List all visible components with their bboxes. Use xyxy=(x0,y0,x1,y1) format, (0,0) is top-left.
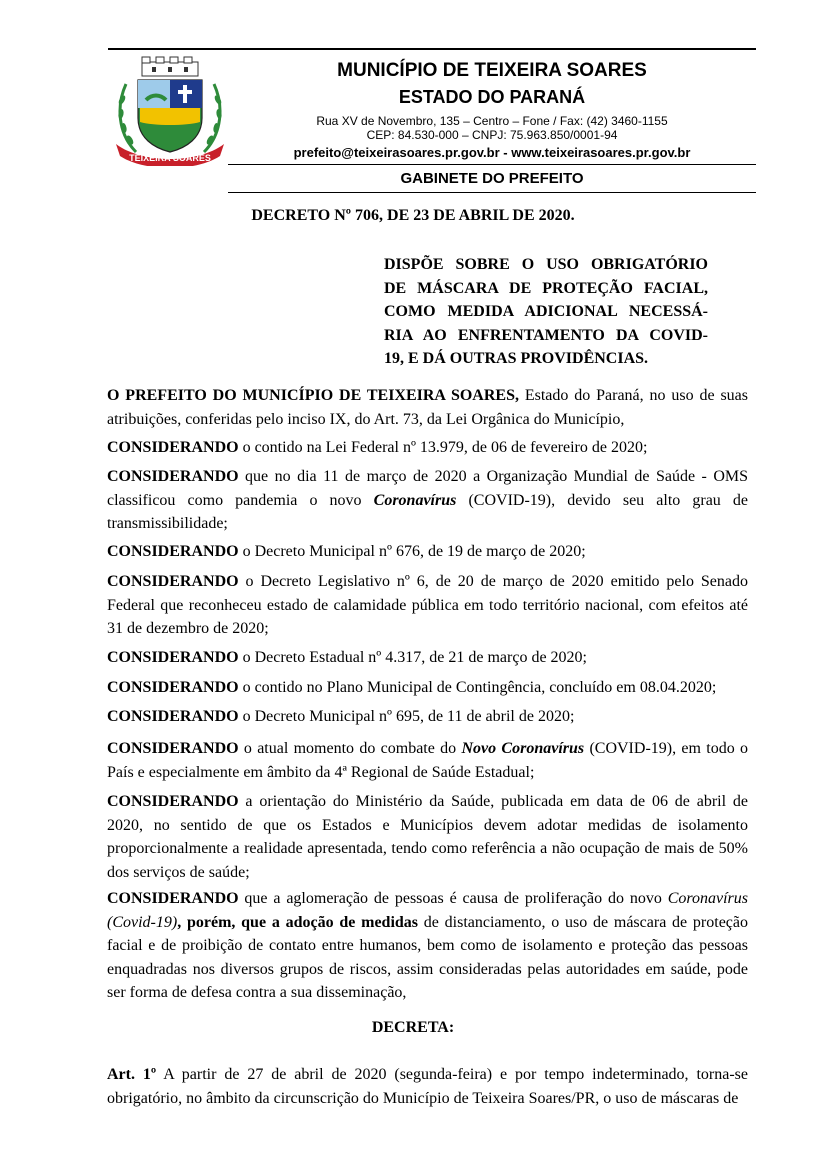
office-rule xyxy=(228,192,756,193)
considerando-label: CONSIDERANDO xyxy=(107,573,239,590)
considerando-paragraph xyxy=(107,465,748,536)
preamble-text: Estado do Paraná, no uso de suas atribuições, conferidas pelo inciso IX, do Art. 73, da Lei Orgânica do Município, xyxy=(107,387,748,428)
state-name: ESTADO DO PARANÁ xyxy=(398,87,586,107)
considerando-text: de distanciamento, o uso de máscara de proteção facial e de proibição de contato entre humanos, bem como de isolamento e proteção das pessoas enquadradas nos diversos grupos de riscos, assim consideradas pelas autoridades em saúde, pode ser forma de defesa contra a sua disseminação, xyxy=(107,913,748,1002)
considerando-label: CONSIDERANDO xyxy=(107,708,239,725)
municipal-coat-of-arms-icon xyxy=(112,56,228,166)
decree-title: DECRETO Nº 706, DE 23 DE ABRIL DE 2020. xyxy=(251,207,575,224)
considerando-text: o contido na Lei Federal nº 13.979, de 06 de fevereiro de 2020; xyxy=(238,439,648,456)
decree-summary xyxy=(384,253,708,371)
considerando-label: CONSIDERANDO xyxy=(107,439,239,456)
considerando-paragraph xyxy=(107,737,748,784)
considerando-paragraph xyxy=(107,676,748,700)
considerando-label: CONSIDERANDO xyxy=(107,543,239,560)
emphasis-text: , porém, que a adoção de medidas xyxy=(177,913,419,931)
considerando-paragraph xyxy=(107,790,748,884)
considerando-text: que no dia 11 de março de 2020 a Organização Mundial de Saúde - OMS classificou como pandemia o novo xyxy=(107,468,748,509)
registration-line: CEP: 84.530-000 – CNPJ: 75.963.850/0001-94 xyxy=(366,128,618,142)
considerando-text: o atual momento do combate do xyxy=(238,740,462,757)
preamble-paragraph xyxy=(107,384,748,431)
considerando-text: o Decreto Estadual nº 4.317, de 21 de março de 2020; xyxy=(238,649,587,666)
considerando-paragraph xyxy=(107,436,748,460)
considerando-label: CONSIDERANDO xyxy=(107,679,239,696)
article-1-paragraph xyxy=(107,1063,748,1110)
emphasis-text: Novo Coronavírus xyxy=(461,740,585,757)
considerando-paragraph xyxy=(107,570,748,641)
considerando-paragraph xyxy=(107,540,748,564)
considerando-text: que a aglomeração de pessoas é causa de proliferação do novo xyxy=(238,890,668,907)
address-line: Rua XV de Novembro, 135 – Centro – Fone / Fax: (42) 3460-1155 xyxy=(316,114,668,128)
summary-line: RIA AO ENFRENTAMENTO DA COVID- xyxy=(384,326,708,344)
decreta-heading: DECRETA: xyxy=(371,1019,455,1036)
office-name: GABINETE DO PREFEITO xyxy=(400,170,584,187)
considerando-paragraph xyxy=(107,887,748,1005)
address-block xyxy=(228,114,756,142)
header-bottom-rule xyxy=(228,164,756,165)
summary-line: DE MÁSCARA DE PROTEÇÃO FACIAL, xyxy=(384,279,708,297)
considerando-label: CONSIDERANDO xyxy=(107,649,239,666)
considerando-label: CONSIDERANDO xyxy=(107,890,239,907)
header-top-rule xyxy=(108,48,756,50)
article-text: A partir de 27 de abril de 2020 (segunda-feira) e por tempo indeterminado, torna-se obrigatório, no âmbito da circunscrição do Município de Teixeira Soares/PR, o uso de máscaras de xyxy=(107,1066,748,1107)
emphasis-text: Coronavírus (Covid-19) xyxy=(107,890,748,931)
considerando-label: CONSIDERANDO xyxy=(107,793,239,810)
contact-line[interactable]: prefeito@teixeirasoares.pr.gov.br - www.teixeirasoares.pr.gov.br xyxy=(293,145,691,160)
preamble-heading: O PREFEITO DO MUNICÍPIO DE TEIXEIRA SOARES, xyxy=(107,387,519,404)
considerando-paragraph xyxy=(107,705,748,729)
considerando-label: CONSIDERANDO xyxy=(107,468,239,485)
article-label: Art. 1º xyxy=(107,1066,157,1083)
emphasis-text: Coronavírus xyxy=(373,491,457,509)
summary-line: 19, E DÁ OUTRAS PROVIDÊNCIAS. xyxy=(384,350,649,368)
considerando-text: o Decreto Legislativo nº 6, de 20 de março de 2020 emitido pelo Senado Federal que reconheceu estado de calamidade pública em todo território nacional, com efeitos até 31 de dezembro de 2020; xyxy=(107,573,748,638)
summary-line: COMO MEDIDA ADICIONAL NECESSÁ- xyxy=(384,303,708,321)
considerando-text: a orientação do Ministério da Saúde, publicada em data de 06 de abril de 2020, no sentido de que os Estados e Municípios devem adotar medidas de isolamento proporcionalmente a realidade apresentada, tendo como referência a não ocupação de mais de 50% dos serviços de saúde; xyxy=(107,793,748,881)
considerando-text: (COVID-19), em todo o País e especialmente em âmbito da 4ª Regional de Saúde Estadual; xyxy=(107,740,749,781)
considerando-text: o Decreto Municipal nº 695, de 11 de abril de 2020; xyxy=(238,708,575,725)
considerando-text: o contido no Plano Municipal de Contingência, concluído em 08.04.2020; xyxy=(238,679,717,696)
considerando-text: o Decreto Municipal nº 676, de 19 de março de 2020; xyxy=(238,543,586,560)
crest-ribbon-text: TEIXEIRA SOARES xyxy=(129,153,211,163)
considerando-label: CONSIDERANDO xyxy=(107,740,239,757)
considerando-text: (COVID-19), devido seu alto grau de transmissibilidade; xyxy=(107,491,748,533)
municipality-name: MUNICÍPIO DE TEIXEIRA SOARES xyxy=(337,60,647,81)
considerando-paragraph xyxy=(107,646,748,670)
summary-line: DISPÕE SOBRE O USO OBRIGATÓRIO xyxy=(384,256,708,273)
